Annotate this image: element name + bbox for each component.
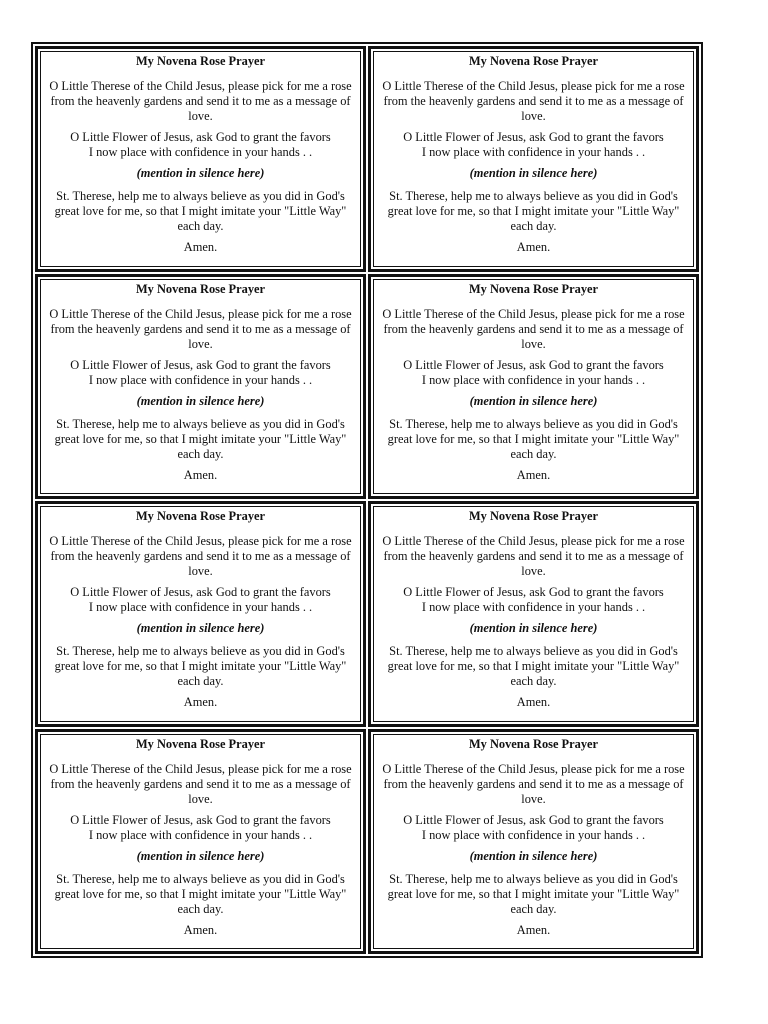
favors-line-1: O Little Flower of Jesus, ask God to grant the favors <box>70 357 331 372</box>
mention-instruction: (mention in silence here) <box>136 166 265 180</box>
prayer-card <box>368 274 699 500</box>
mention-instruction: (mention in silence here) <box>469 393 598 408</box>
rose-line-2: from the heavenly gardens and send it to me as a message of love. <box>50 321 351 351</box>
prayer-paragraph-little-way: St. Therese, help me to always believe as you did in God's great love for me, so that I might imitate your "Little Way" each day. <box>387 416 680 461</box>
rose-line-2: from the heavenly gardens and send it to me as a message of love. <box>50 549 351 578</box>
rose-line-2: from the heavenly gardens and send it to me as a message of love. <box>50 776 351 806</box>
prayer-paragraph-rose <box>48 79 353 124</box>
mention-instruction: (mention in silence here) <box>136 621 265 635</box>
prayer-paragraph-rose <box>381 79 686 124</box>
amen-closing: Amen. <box>516 922 551 937</box>
prayer-card <box>368 46 699 272</box>
prayer-paragraph-favors <box>381 813 686 843</box>
card-title: My Novena Rose Prayer <box>468 281 599 296</box>
prayer-paragraph-favors <box>48 585 353 615</box>
prayer-paragraph-little-way: St. Therese, help me to always believe as you did in God's great love for me, so that I might imitate your "Little Way" each day. <box>54 416 347 461</box>
favors-line-2: I now place with confidence in your hands . . <box>421 600 646 614</box>
amen-closing: Amen. <box>183 467 218 482</box>
favors-line-2: I now place with confidence in your hands . . <box>88 827 313 842</box>
rose-line-2: from the heavenly gardens and send it to me as a message of love. <box>383 321 684 351</box>
prayer-paragraph-favors <box>381 585 686 615</box>
card-title: My Novena Rose Prayer <box>468 736 599 751</box>
prayer-paragraph-favors <box>48 358 353 388</box>
favors-line-2: I now place with confidence in your hands . . <box>421 372 646 387</box>
mention-instruction: (mention in silence here) <box>469 621 598 635</box>
rose-line-2: from the heavenly gardens and send it to me as a message of love. <box>383 94 684 123</box>
prayer-card-sheet <box>31 42 703 958</box>
prayer-paragraph-rose <box>48 534 353 579</box>
card-title: My Novena Rose Prayer <box>135 736 266 751</box>
rose-line-1: O Little Therese of the Child Jesus, please pick for me a rose <box>382 79 685 93</box>
rose-line-1: O Little Therese of the Child Jesus, please pick for me a rose <box>382 761 685 776</box>
prayer-card <box>368 729 699 955</box>
prayer-paragraph-little-way: St. Therese, help me to always believe as you did in God's great love for me, so that I might imitate your "Little Way" each day. <box>387 644 680 688</box>
rose-line-1: O Little Therese of the Child Jesus, please pick for me a rose <box>382 534 685 548</box>
rose-line-1: O Little Therese of the Child Jesus, please pick for me a rose <box>49 306 352 321</box>
favors-line-1: O Little Flower of Jesus, ask God to grant the favors <box>70 130 331 144</box>
favors-line-1: O Little Flower of Jesus, ask God to grant the favors <box>70 585 331 599</box>
favors-line-1: O Little Flower of Jesus, ask God to grant the favors <box>403 585 664 599</box>
favors-line-1: O Little Flower of Jesus, ask God to grant the favors <box>403 357 664 372</box>
rose-line-2: from the heavenly gardens and send it to me as a message of love. <box>50 94 351 123</box>
favors-line-2: I now place with confidence in your hands . . <box>421 145 646 159</box>
favors-line-1: O Little Flower of Jesus, ask God to grant the favors <box>403 812 664 827</box>
prayer-card <box>35 274 366 500</box>
prayer-paragraph-little-way: St. Therese, help me to always believe as you did in God's great love for me, so that I might imitate your "Little Way" each day. <box>54 871 347 916</box>
prayer-paragraph-little-way: St. Therese, help me to always believe as you did in God's great love for me, so that I might imitate your "Little Way" each day. <box>387 189 680 233</box>
mention-instruction: (mention in silence here) <box>136 393 265 408</box>
amen-closing: Amen. <box>516 240 551 254</box>
rose-line-2: from the heavenly gardens and send it to me as a message of love. <box>383 776 684 806</box>
prayer-paragraph-favors <box>48 130 353 160</box>
prayer-paragraph-rose <box>381 307 686 352</box>
favors-line-1: O Little Flower of Jesus, ask God to grant the favors <box>70 812 331 827</box>
prayer-paragraph-favors <box>381 130 686 160</box>
card-title: My Novena Rose Prayer <box>135 54 266 68</box>
favors-line-2: I now place with confidence in your hands . . <box>88 372 313 387</box>
card-title: My Novena Rose Prayer <box>135 509 266 523</box>
prayer-paragraph-rose <box>48 762 353 807</box>
amen-closing: Amen. <box>183 922 218 937</box>
amen-closing: Amen. <box>516 467 551 482</box>
amen-closing: Amen. <box>183 695 218 709</box>
favors-line-2: I now place with confidence in your hands . . <box>88 600 313 614</box>
prayer-paragraph-little-way: St. Therese, help me to always believe as you did in God's great love for me, so that I might imitate your "Little Way" each day. <box>54 644 347 688</box>
card-title: My Novena Rose Prayer <box>468 54 599 68</box>
mention-instruction: (mention in silence here) <box>469 848 598 863</box>
prayer-card <box>35 729 366 955</box>
rose-line-1: O Little Therese of the Child Jesus, please pick for me a rose <box>49 79 352 93</box>
prayer-paragraph-favors <box>381 358 686 388</box>
prayer-card <box>35 46 366 272</box>
favors-line-1: O Little Flower of Jesus, ask God to grant the favors <box>403 130 664 144</box>
rose-line-2: from the heavenly gardens and send it to me as a message of love. <box>383 549 684 578</box>
prayer-card <box>35 501 366 727</box>
prayer-paragraph-little-way: St. Therese, help me to always believe as you did in God's great love for me, so that I might imitate your "Little Way" each day. <box>387 871 680 916</box>
prayer-paragraph-rose <box>48 307 353 352</box>
prayer-card <box>368 501 699 727</box>
mention-instruction: (mention in silence here) <box>136 848 265 863</box>
favors-line-2: I now place with confidence in your hands . . <box>421 827 646 842</box>
amen-closing: Amen. <box>183 240 218 254</box>
amen-closing: Amen. <box>516 695 551 709</box>
rose-line-1: O Little Therese of the Child Jesus, please pick for me a rose <box>382 306 685 321</box>
card-title: My Novena Rose Prayer <box>135 281 266 296</box>
prayer-paragraph-favors <box>48 813 353 843</box>
prayer-paragraph-little-way: St. Therese, help me to always believe as you did in God's great love for me, so that I might imitate your "Little Way" each day. <box>54 189 347 233</box>
mention-instruction: (mention in silence here) <box>469 166 598 180</box>
prayer-paragraph-rose <box>381 762 686 807</box>
favors-line-2: I now place with confidence in your hands . . <box>88 145 313 159</box>
rose-line-1: O Little Therese of the Child Jesus, please pick for me a rose <box>49 534 352 548</box>
card-title: My Novena Rose Prayer <box>468 509 599 523</box>
prayer-paragraph-rose <box>381 534 686 579</box>
rose-line-1: O Little Therese of the Child Jesus, please pick for me a rose <box>49 761 352 776</box>
